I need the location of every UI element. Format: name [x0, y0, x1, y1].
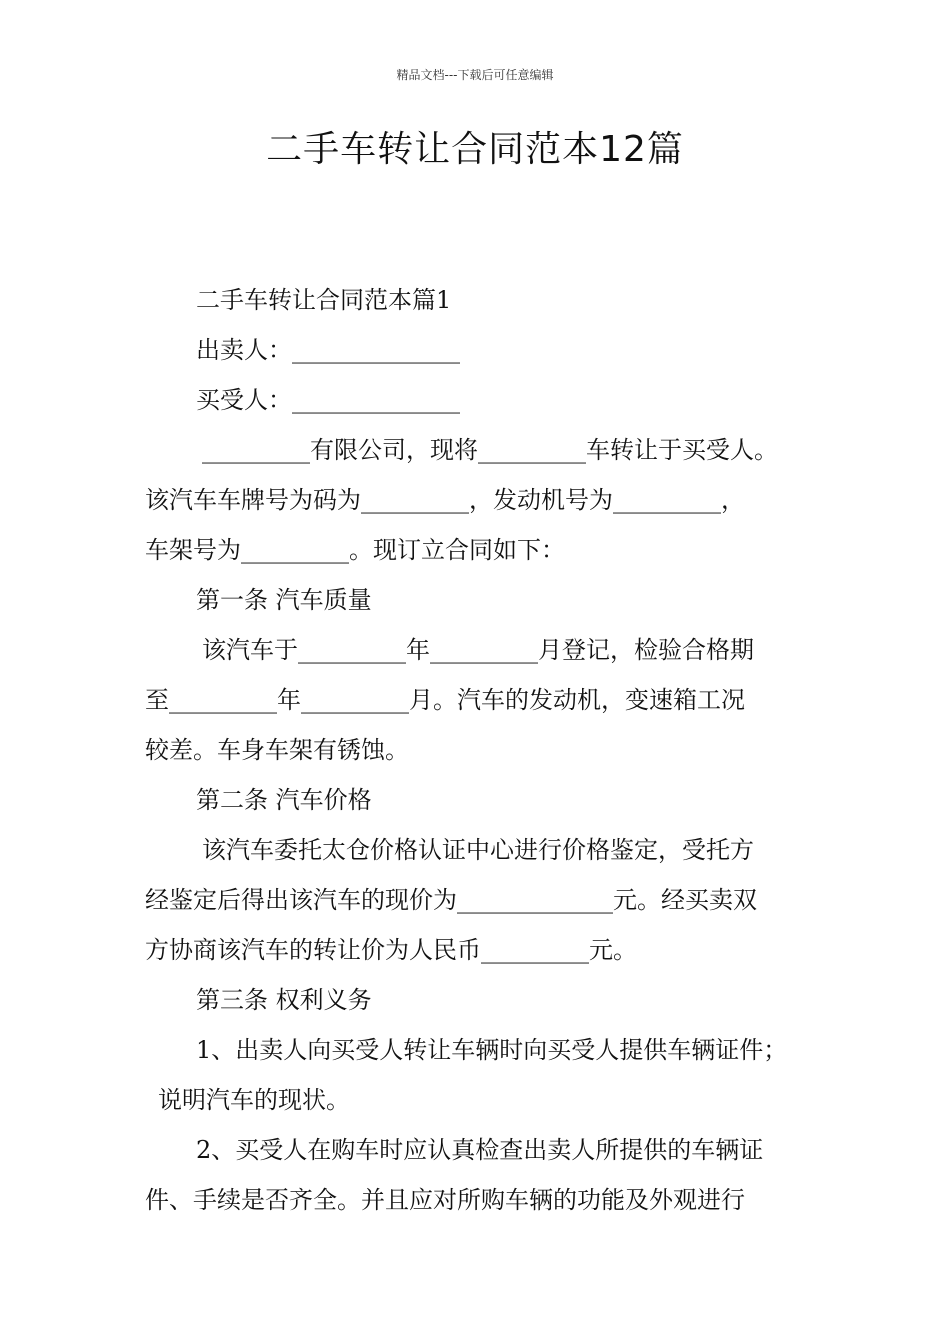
paragraph-line: 较差。车身车架有锈蚀。: [145, 736, 409, 764]
paragraph-line: 车架号为_________。现订立合同如下：: [145, 536, 565, 564]
paragraph-line: 该汽车车牌号为码为_________，发动机号为_________，: [145, 486, 745, 514]
article-heading: 第一条 汽车质量: [196, 586, 372, 614]
paragraph-line: 该汽车于_________年_________月登记，检验合格期: [202, 636, 754, 664]
paragraph-line: 该汽车委托太仓价格认证中心进行价格鉴定，受托方: [202, 836, 754, 864]
paragraph-line: 2、买受人在购车时应认真检查出卖人所提供的车辆证: [196, 1136, 764, 1164]
paragraph-line: 件、手续是否齐全。并且应对所购车辆的功能及外观进行: [145, 1186, 745, 1214]
paragraph-line: 说明汽车的现状。: [158, 1086, 350, 1114]
seller-field: 出卖人：______________: [196, 336, 460, 364]
buyer-field: 买受人：______________: [196, 386, 460, 414]
document-title: 二手车转让合同范本12篇: [266, 129, 684, 170]
article-heading: 第三条 权利义务: [196, 986, 372, 1014]
paragraph-line: 至_________年_________月。汽车的发动机，变速箱工况: [145, 686, 745, 714]
paragraph-line: 1、出卖人向买受人转让车辆时向买受人提供车辆证件；: [196, 1036, 788, 1064]
paragraph-line: 经鉴定后得出该汽车的现价为_____________元。经买卖双: [145, 886, 757, 914]
article-heading: 第二条 汽车价格: [196, 786, 372, 814]
header-note: 精品文档---下载后可任意编辑: [396, 68, 554, 82]
paragraph-line: 方协商该汽车的转让价为人民币_________元。: [145, 936, 637, 964]
paragraph-line: _________有限公司，现将_________车转让于买受人。: [202, 436, 778, 464]
section-heading: 二手车转让合同范本篇1: [196, 286, 452, 314]
